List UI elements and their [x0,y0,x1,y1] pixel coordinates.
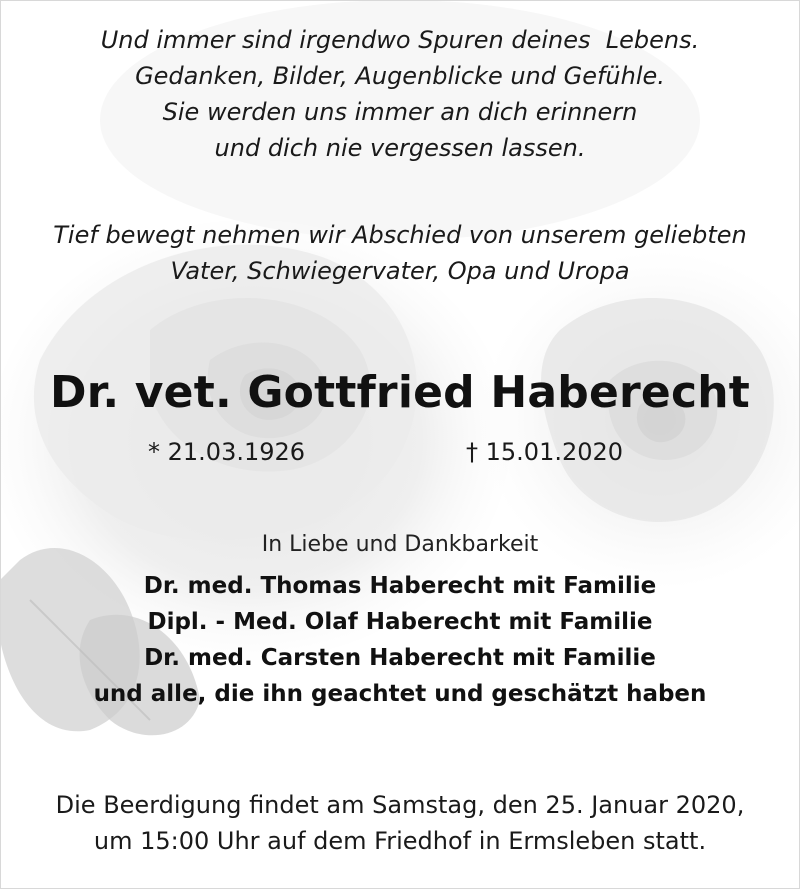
death-date: † 15.01.2020 [466,438,624,466]
verse-line: Sie werden uns immer an dich erinnern [162,98,638,126]
funeral-line: Die Beerdigung findet am Samstag, den 25. Januar 2020, [55,791,745,819]
mourner-entry: Dr. med. Thomas Haberecht mit Familie [143,573,657,599]
mourners-heading: In Liebe und Dankbarkeit [261,532,539,557]
mourner-entry: Dipl. - Med. Olaf Haberecht mit Familie [147,609,653,635]
verse-line: Gedanken, Bilder, Augenblicke und Gefühle. [135,62,665,90]
funeral-details [0,787,800,859]
life-dates [0,434,800,474]
mourner-entry: Dr. med. Carsten Haberecht mit Familie [144,645,656,671]
intro-line: Vater, Schwiegervater, Opa und Uropa [170,257,630,285]
birth-date: * 21.03.1926 [148,438,306,466]
farewell-intro [0,217,800,289]
deceased-name: Dr. vet. Gottfried Haberecht [50,367,750,418]
verse-line: Und immer sind irgendwo Spuren deines Lebens. [100,26,700,54]
intro-line: Tief bewegt nehmen wir Abschied von unserem geliebten [53,221,747,249]
mourners-list [0,568,800,712]
funeral-line: um 15:00 Uhr auf dem Friedhof in Ermsleben statt. [93,827,707,855]
verse-line: und dich nie vergessen lassen. [214,134,586,162]
memorial-verse [0,22,800,166]
mourner-entry: und alle, die ihn geachtet und geschätzt haben [93,681,707,707]
